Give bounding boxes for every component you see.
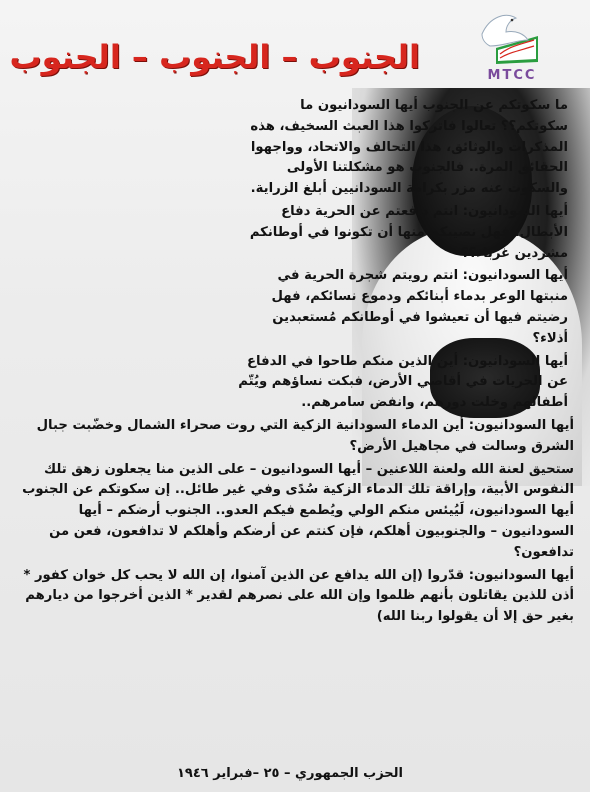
- paragraph: أيها السودانيون: أين الذين منكم طاحوا في الدفاع عن الحريات في أقاصي الأرض، فبكت نساؤهم ويُتّم أطفالهم وخلت دورهم، وانفض سامرهم..: [238, 353, 568, 411]
- mtcc-logo: [470, 6, 554, 86]
- logo-text: MTCC: [487, 68, 537, 83]
- dove-book-icon: [476, 6, 546, 66]
- paragraph: أيها السودانيون: انتم رويتم شجرة الحرية في منبتها الوعر بدماء أبنائكم ودموع نسائكم، فهل رضيتم فيها أن تعيشوا في أوطانكم مُستعبدين أذلاء؟: [271, 268, 568, 346]
- paragraph: ستحيق لعنة الله ولعنة اللاعنين – أيها السودانيون – على الذين منا يجعلون زهق تلك النفوس الأبية، وإراقة تلك الدماء الزكية سُدًى وفي غير طائل.. إن سكوتكم عن الجنوب أيها السودانيون، لَيُيئس منكم الولي ويُطمع فيكم العدو.. الجنوب أرضكم – أيها السودانيون – والجنوبيون أهلكم، فإن كنتم عن أرضكم وأهلكم لا تدافعون، فعن من تدافعون؟: [22, 461, 574, 560]
- signature: الحزب الجمهوري – ٢٥ –فبراير ١٩٤٦: [176, 766, 403, 781]
- wide-column: [14, 416, 574, 628]
- article-body: [14, 96, 574, 630]
- paragraph: أيها السودانيون: قدّروا (إن الله يدافع عن الذين آمنوا، إن الله لا يحب كل خوان كفور * أذن للذين يقاتلون بأنهم ظلموا وإن الله على نصرهم لقدير * الذين أخرجوا من ديارهم بغير حق إلا أن يقولوا ربنا الله): [23, 567, 574, 625]
- paragraph: أيها السودانيون: أين الدماء السودانية الزكية التي روت صحراء الشمال وخضّبت جبال الشرق وسالت في مجاهيل الأرض؟: [36, 417, 574, 454]
- paragraph: أيها السودانيون: انتم دافعتم عن الحرية دفاع الأبطال، فهل نصيبكم منها أن تكونوا في أوطانكم مشردين غرباء؟؟: [249, 203, 568, 261]
- page-title: الجنوب – الجنوب – الجنوب: [9, 38, 420, 76]
- narrow-column: [14, 96, 574, 414]
- paragraph: ما سكوتكم عن الجنوب أيها السودانيون ما سكوتكم؟؟ تعالوا فاتركوا هذا العبث السخيف، هذه المذكرات والوثائق، هذا التحالف والاتحاد، وواجهوا الحقائق المرة.. فالجنوب هو مشكلتنا الأولى والسكوت عنه مزر بكرامة السودانيين أبلغ الزراية.: [250, 98, 568, 197]
